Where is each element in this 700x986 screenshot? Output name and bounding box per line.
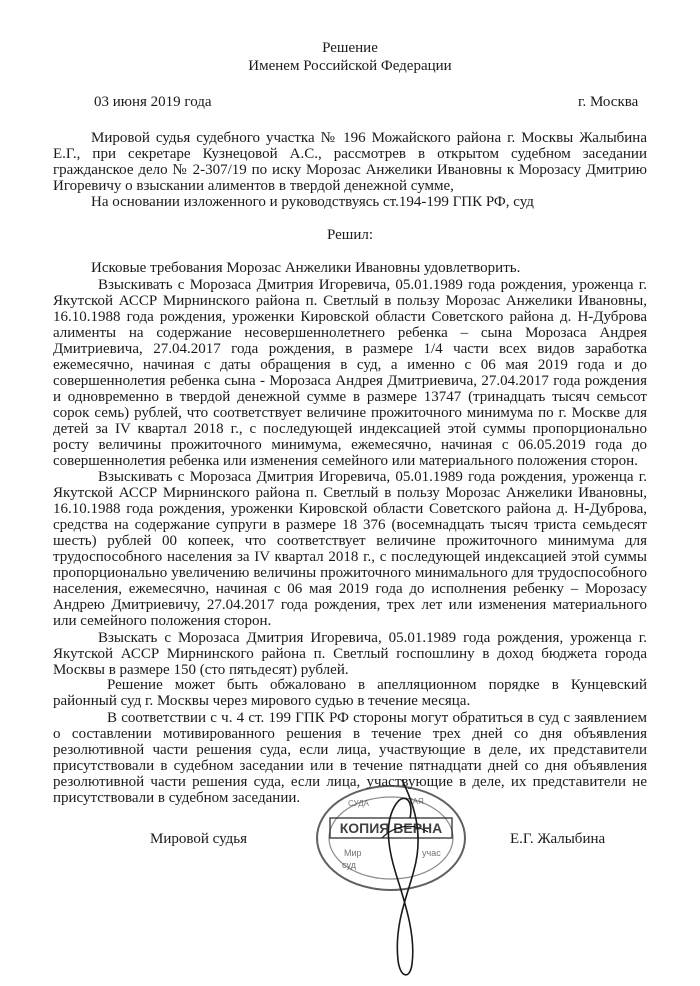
decision-city: г. Москва — [578, 94, 639, 110]
decision-paragraph-reasoned-decision: В соответствии с ч. 4 ст. 199 ГПК РФ стороны могут обратиться в суд с заявлением о составлении мотивированного решения в течение трех дней со дня объявления резолютивной части решения суда, если лица, участвующие в деле, их представители присутствовали в судебном заседании или в течение пятнадцати дней со дня объявления резолютивной части решения суда, если лица, участвующие в деле, их представители не присутствовали в судебном заседании. — [53, 710, 647, 806]
decision-date: 03 июня 2019 года — [94, 94, 212, 110]
decision-paragraph-child-support: Взыскивать с Морозаса Дмитрия Игоревича, 05.01.1989 года рождения, уроженца г. Якутской АССР Мирнинского района п. Светлый в пользу Морозас Анжелики Ивановны, 16.10.1988 года рождения, уроженки Кировской области Советского района д. Н-Дуброва алименты на содержание несовершеннолетнего ребенка – сына Морозаса Андрея Дмитриевича, 27.04.2017 года рождения, в размере 1/4 части всех видов заработка ежемесячно, начиная с даты обращения в суд, а именно с 06 мая 2019 года и до совершеннолетия ребенка сына - Морозаса Андрея Дмитриевича, 27.04.2017 года рождения и одновременно в твердой денежной сумме в размере 13747 (тринадцать тысяч семьсот сорок семь) рублей, что соответствует величине прожиточного минимума по г. Москве для детей за IV квартал 2018 г., с последующей индексацией этой суммы пропорционально росту величины прожиточного минимума, ежемесячно, начиная с 06.05.2019 года до совершеннолетия ребенка или изменения семейного или материального положения сторон. — [53, 277, 647, 469]
svg-text:СУДА: СУДА — [348, 799, 369, 808]
document-title: Решение — [322, 40, 378, 56]
decision-paragraph-spousal-support: Взыскивать с Морозаса Дмитрия Игоревича, 05.01.1989 года рождения, уроженца г. Якутской АССР Мирнинского района п. Светлый в пользу Морозас Анжелики Ивановны, 16.10.1988 года рождения, уроженки Кировской области Советского района д. Н-Дуброва, средства на содержание супруги в размере 18 376 (восемнадцать тысяч триста семьдесят шесть) рублей 00 копеек, что соответствует величине прожиточного минимума для трудоспособного населения за IV квартал 2018 г., с последующей индексацией этой суммы пропорционально увеличению величины прожиточного минимального для трудоспособного населения, ежемесячно, начиная с 06 мая 2019 года до исполнения ребенку – Морозасу Андрею Дмитриевичу, 27.04.2017 года рождения, трех лет или изменения материального или семейного положения сторон. — [53, 469, 647, 629]
document-subtitle: Именем Российской Федерации — [248, 58, 452, 74]
intro-basis-paragraph: На основании изложенного и руководствуясь ст.194-199 ГПК РФ, суд — [91, 194, 534, 210]
intro-paragraph: Мировой судья судебного участка № 196 Можайского района г. Москвы Жалыбина Е.Г., при секретаре Кузнецовой А.С., рассмотрев в открытом судебном заседании гражданское дело № 2-307/19 по иску Морозас Анжелики Ивановны к Морозасу Дмитрию Игоревичу о взыскании алиментов в твердой денежной сумме, — [53, 130, 647, 194]
svg-text:КОПИЯ ВЕРНА: КОПИЯ ВЕРНА — [339, 820, 443, 836]
judge-handwritten-signature — [374, 774, 434, 982]
signature-name: Е.Г. Жалыбина — [510, 831, 606, 847]
decision-paragraph-appeal: Решение может быть обжаловано в апелляционном порядке в Кунцевский районный суд г. Москвы через мирового судью в течение месяца. — [53, 677, 647, 709]
signature-position: Мировой судья — [150, 831, 248, 847]
svg-text:суд: суд — [342, 860, 356, 870]
svg-text:учас: учас — [422, 848, 441, 858]
svg-text:Мир: Мир — [344, 848, 362, 858]
decision-paragraph-state-fee: Взыскать с Морозаса Дмитрия Игоревича, 05.01.1989 года рождения, уроженца г. Якутской АССР Мирнинского района п. Светлый госпошлину в доход бюджета города Москвы в размере 150 (сто пятьдесят) рублей. — [53, 630, 647, 678]
decision-paragraph-claims: Исковые требования Морозас Анжелики Ивановны удовлетворить. — [91, 260, 521, 276]
svg-text:ТАЯ: ТАЯ — [408, 797, 424, 806]
decided-heading: Решил: — [326, 227, 374, 243]
